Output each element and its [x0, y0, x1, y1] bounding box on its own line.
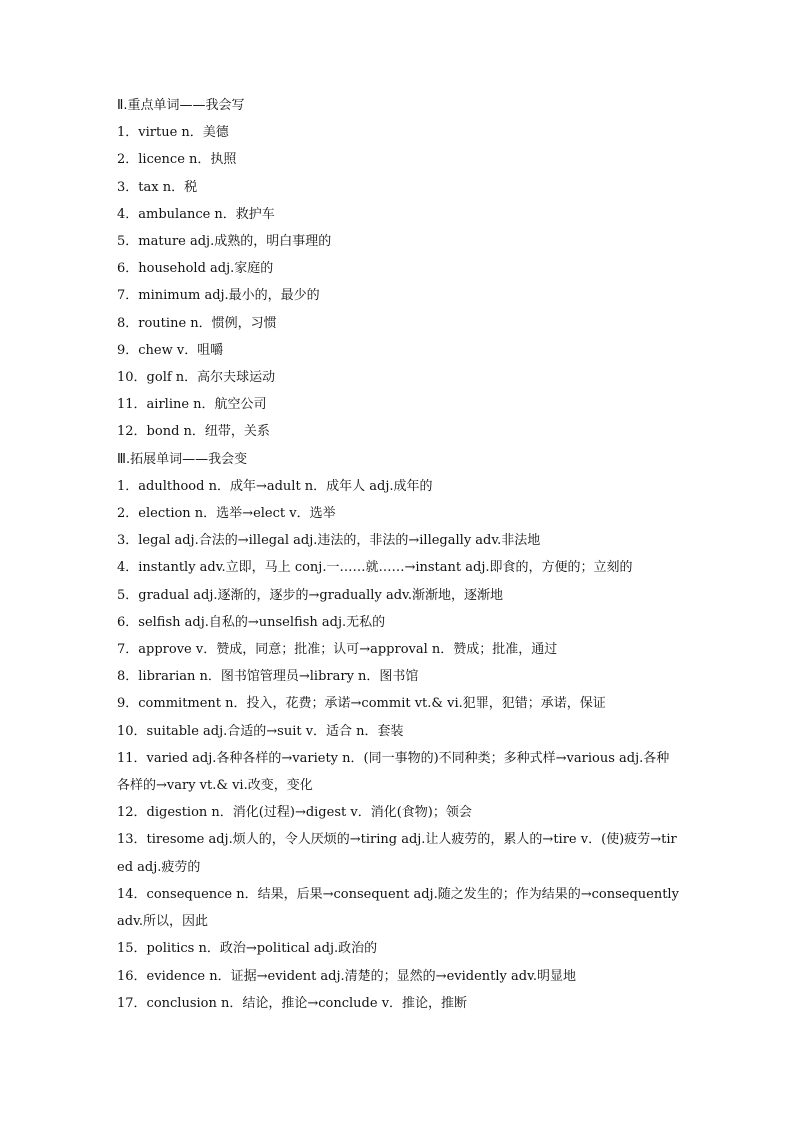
list-item: 4．ambulance n．救护车	[117, 206, 275, 222]
section-heading-extended-words: Ⅲ.拓展单词——我会变	[117, 451, 248, 467]
list-item: 11．airline n．航空公司	[117, 397, 267, 413]
list-item: 5．gradual adj.逐渐的，逐步的→gradually adv.渐渐地，逐渐地	[117, 587, 503, 603]
list-item: 8．routine n．惯例，习惯	[117, 315, 277, 331]
list-item: 11．varied adj.各种各样的→variety n．(同一事物的)不同种类；多种式样→various adj.各种各样的→vary vt.& vi.改变，变化	[117, 750, 670, 794]
list-item: 14．consequence n．结果，后果→consequent adj.随之发生的；作为结果的→consequently adv.所以，因此	[117, 886, 679, 930]
section-heading-key-words: Ⅱ.重点单词——我会写	[117, 98, 245, 113]
document-page	[117, 92, 679, 1017]
list-item: 16．evidence n．证据→evident adj.清楚的；显然的→evidently adv.明显地	[117, 968, 577, 984]
extended-words-list	[117, 473, 679, 1017]
list-item: 3．legal adj.合法的→illegal adj.违法的，非法的→illegally adv.非法地	[117, 533, 541, 549]
list-item: 4．instantly adv.立即，马上 conj.一……就……→instant adj.即食的，方便的；立刻的	[117, 560, 633, 576]
list-item: 9．commitment n．投入，花费；承诺→commit vt.& vi.犯罪，犯错；承诺，保证	[117, 696, 606, 712]
list-item: 15．politics n．政治→political adj.政治的	[117, 941, 378, 957]
list-item: 7．minimum adj.最小的，最少的	[117, 288, 320, 304]
list-item: 13．tiresome adj.烦人的，令人厌烦的→tiring adj.让人疲劳的，累人的→tire v．(使)疲劳→tired adj.疲劳的	[117, 832, 677, 875]
list-item: 9．chew v．咀嚼	[117, 342, 224, 358]
list-item: 2．election n．选举→elect v．选举	[117, 506, 336, 522]
list-item: 10．suitable adj.合适的→suit v．适合 n．套装	[117, 723, 404, 739]
key-words-list	[117, 119, 679, 445]
list-item: 6．household adj.家庭的	[117, 261, 274, 277]
list-item: 5．mature adj.成熟的，明白事理的	[117, 234, 332, 250]
list-item: 3．tax n．税	[117, 179, 198, 195]
list-item: 17．conclusion n．结论，推论→conclude v．推论，推断	[117, 995, 468, 1011]
list-item: 7．approve v．赞成，同意；批准；认可→approval n．赞成；批准，通过	[117, 642, 558, 658]
list-item: 10．golf n．高尔夫球运动	[117, 370, 276, 386]
list-item: 8．librarian n．图书馆管理员→library n．图书馆	[117, 669, 419, 685]
list-item: 1．adulthood n．成年→adult n．成年人 adj.成年的	[117, 478, 433, 494]
list-item: 12．bond n．纽带，关系	[117, 424, 270, 440]
list-item: 6．selfish adj.自私的→unselfish adj.无私的	[117, 614, 386, 630]
list-item: 12．digestion n．消化(过程)→digest v．消化(食物)；领会	[117, 805, 472, 821]
list-item: 1．virtue n．美德	[117, 125, 229, 141]
list-item: 2．licence n．执照	[117, 152, 237, 168]
